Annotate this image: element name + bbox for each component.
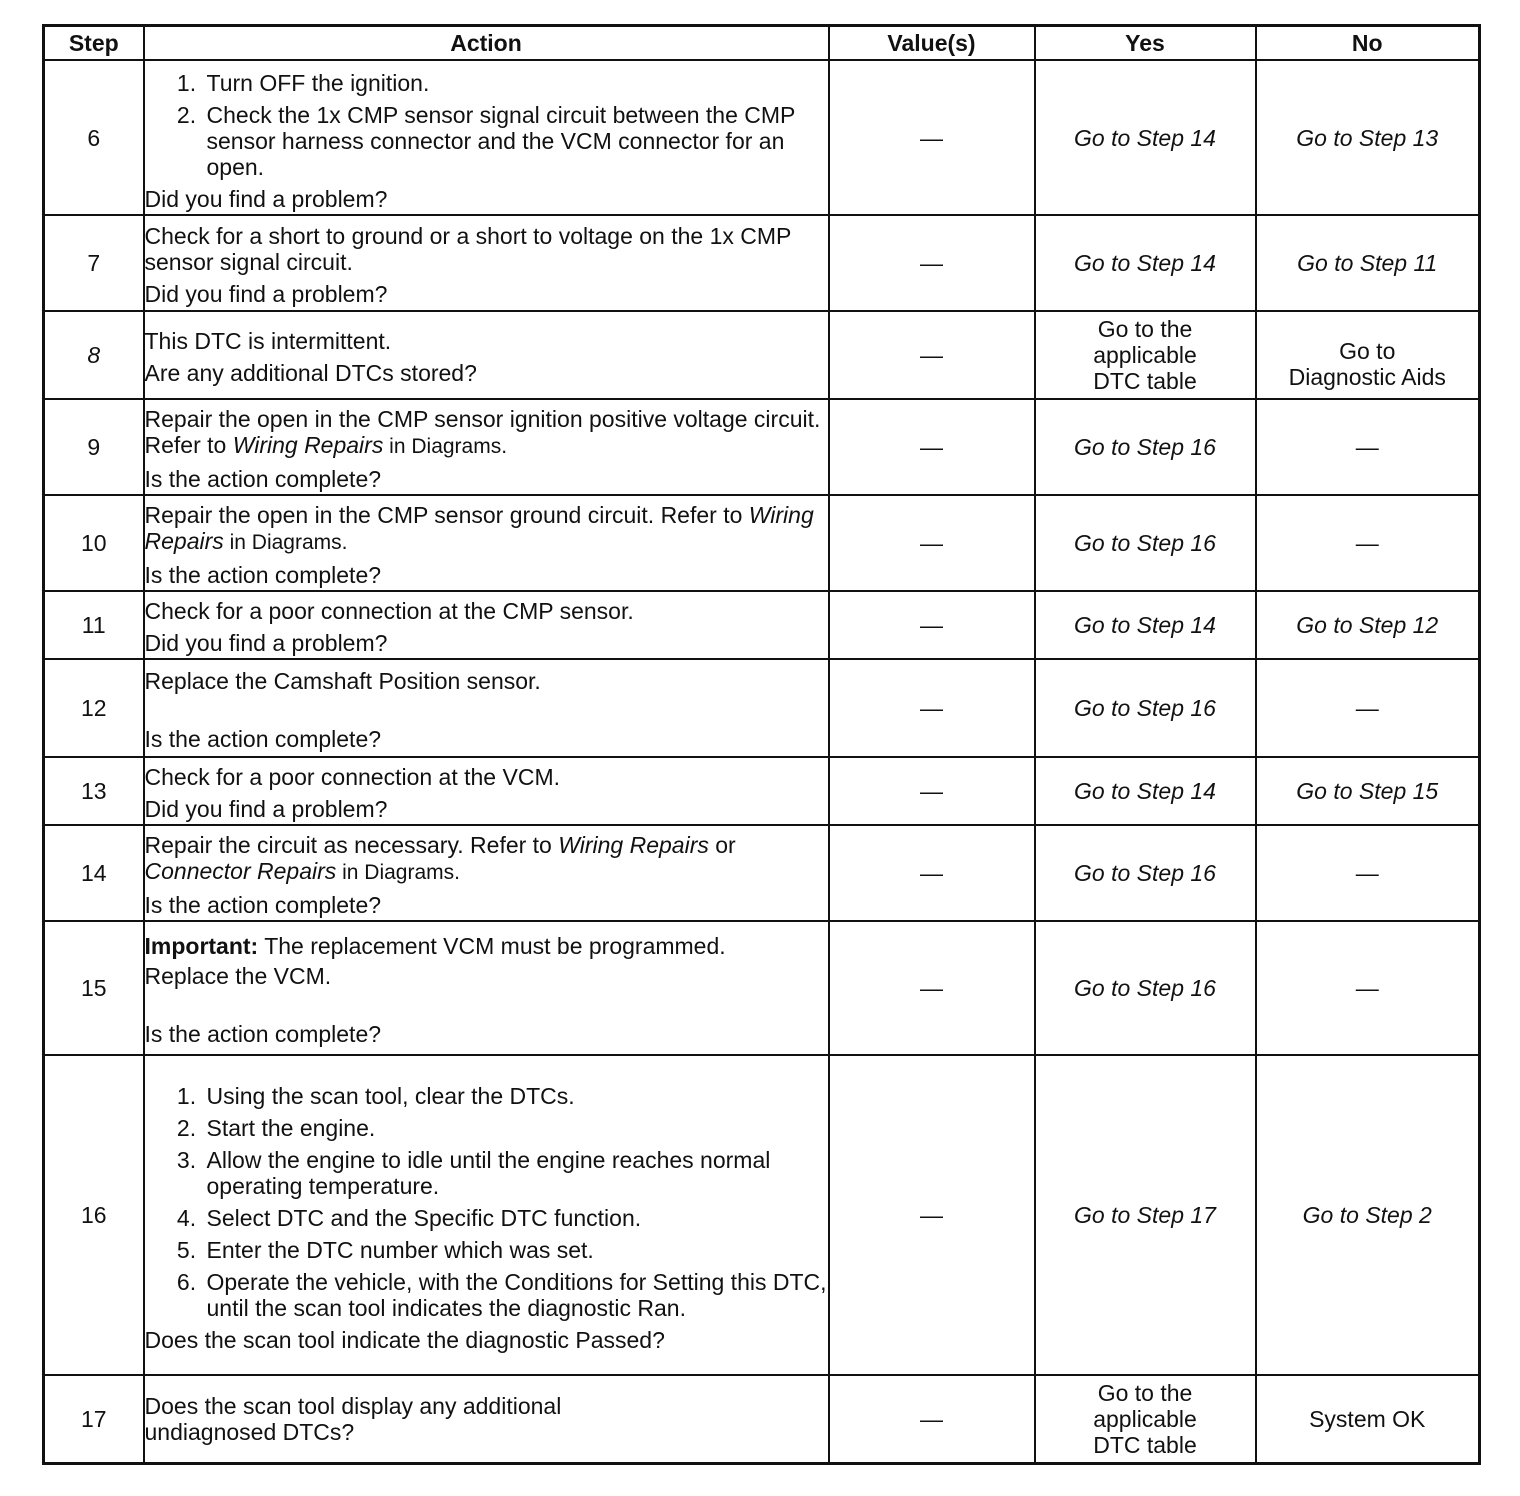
table-row (44, 825, 1480, 921)
step-number: 17 (44, 1375, 144, 1463)
question: Is the action complete? (144, 562, 382, 588)
value-cell: — (829, 921, 1035, 1055)
yes-line: DTC table (1093, 368, 1197, 394)
action-text: Replace the VCM. (144, 963, 332, 989)
list-item: 2. Start the engine. (203, 1115, 828, 1141)
value-cell: — (829, 311, 1035, 399)
list-item: 1. Using the scan tool, clear the DTCs. (203, 1083, 828, 1109)
table-row (44, 757, 1480, 825)
step-number: 9 (44, 399, 144, 495)
table-row (44, 1055, 1480, 1375)
action-cell (144, 60, 829, 215)
action-cell (144, 659, 829, 757)
text-part: in Diagrams. (383, 435, 508, 458)
yes-line: DTC table (1093, 1431, 1197, 1458)
no-line: Diagnostic Aids (1288, 364, 1446, 390)
yes-cell: Go to Step 16 (1035, 659, 1256, 757)
action-cell (144, 215, 829, 311)
yes-cell (1035, 311, 1256, 399)
header-step: Step (44, 26, 144, 61)
action-text (145, 406, 828, 460)
action-cell (144, 495, 829, 591)
yes-cell: Go to Step 14 (1035, 60, 1256, 215)
action-cell (144, 1055, 829, 1375)
step-number: 8 (44, 311, 144, 399)
question: Did you find a problem? (144, 185, 388, 212)
reference-link: Wiring Repairs (558, 832, 709, 858)
important-note (145, 933, 828, 959)
yes-cell (1035, 1375, 1256, 1463)
table-row (44, 495, 1480, 591)
text-part: in Diagrams. (336, 861, 460, 884)
question: Did you find a problem? (144, 630, 388, 656)
table-row (44, 60, 1480, 215)
important-label: Important: (144, 933, 259, 959)
action-cell (144, 591, 829, 659)
spacer (145, 993, 828, 1015)
important-text: The replacement VCM must be programmed. (258, 933, 726, 959)
text-part: in Diagrams. (223, 531, 348, 554)
value-cell: — (829, 215, 1035, 311)
table-row (44, 311, 1480, 399)
no-cell: Go to Step 2 (1256, 1055, 1480, 1375)
question: Is the action complete? (144, 726, 382, 752)
question: Did you find a problem? (144, 796, 388, 822)
list-item: 6. Operate the vehicle, with the Conditions for Setting this DTC, until the scan tool indicates the diagnostic Ran. (203, 1269, 828, 1321)
question: Did you find a problem? (144, 281, 388, 307)
no-cell: — (1256, 399, 1480, 495)
value-cell: — (829, 825, 1035, 921)
table-row (44, 591, 1480, 659)
no-cell: — (1256, 921, 1480, 1055)
step-number: 13 (44, 757, 144, 825)
text-part: or (708, 832, 736, 858)
action-text: This DTC is intermittent. (144, 328, 392, 354)
question: Is the action complete? (144, 466, 382, 492)
action-text: Check for a poor connection at the CMP sensor. (144, 598, 634, 624)
table-row (44, 659, 1480, 757)
list-item: 2. Check the 1x CMP sensor signal circuit between the CMP sensor harness connector and the VCM connector for an open. (203, 102, 828, 180)
action-cell (144, 757, 829, 825)
value-cell: — (829, 1055, 1035, 1375)
table-row (44, 215, 1480, 311)
list-item: 1. Turn OFF the ignition. (203, 70, 828, 96)
no-cell: — (1256, 825, 1480, 921)
value-cell: — (829, 1375, 1035, 1463)
step-number: 15 (44, 921, 144, 1055)
value-cell: — (829, 495, 1035, 591)
question: Is the action complete? (144, 1021, 382, 1047)
no-cell: — (1256, 495, 1480, 591)
question: Does the scan tool display any additional undiagnosed DTCs? (144, 1392, 562, 1445)
action-text: Replace the Camshaft Position sensor. (144, 668, 541, 694)
header-no: No (1256, 26, 1480, 61)
action-text: Check for a short to ground or a short to voltage on the 1x CMP sensor signal circuit. (144, 223, 791, 275)
table-row (44, 399, 1480, 495)
step-number: 7 (44, 215, 144, 311)
question: Are any additional DTCs stored? (144, 360, 477, 386)
yes-cell: Go to Step 14 (1035, 591, 1256, 659)
yes-cell: Go to Step 14 (1035, 215, 1256, 311)
action-list (145, 1083, 828, 1321)
no-cell (1256, 311, 1480, 399)
reference-link: Wiring Repairs (232, 432, 384, 458)
list-item: 5. Enter the DTC number which was set. (203, 1237, 828, 1263)
action-cell (144, 399, 829, 495)
spacer (145, 698, 828, 720)
question: Is the action complete? (144, 892, 382, 918)
yes-line: applicable (1093, 342, 1197, 368)
yes-cell: Go to Step 16 (1035, 825, 1256, 921)
reference-link: Connector Repairs (144, 858, 337, 884)
action-list (145, 70, 828, 180)
action-cell (144, 921, 829, 1055)
yes-cell: Go to Step 17 (1035, 1055, 1256, 1375)
value-cell: — (829, 659, 1035, 757)
step-number: 16 (44, 1055, 144, 1375)
action-cell (144, 311, 829, 399)
table-row (44, 921, 1480, 1055)
no-cell: Go to Step 15 (1256, 757, 1480, 825)
no-cell: Go to Step 11 (1256, 215, 1480, 311)
table-row (44, 1375, 1480, 1463)
no-cell: Go to Step 12 (1256, 591, 1480, 659)
no-cell: System OK (1256, 1375, 1480, 1463)
list-item: 4. Select DTC and the Specific DTC function. (203, 1205, 828, 1231)
no-cell: — (1256, 659, 1480, 757)
no-cell: Go to Step 13 (1256, 60, 1480, 215)
header-values: Value(s) (829, 26, 1035, 61)
no-line: Go to (1339, 338, 1396, 364)
value-cell: — (829, 591, 1035, 659)
step-number: 12 (44, 659, 144, 757)
action-text: Check for a poor connection at the VCM. (144, 764, 560, 790)
reference-link: Wiring Repairs (144, 502, 814, 554)
yes-cell: Go to Step 14 (1035, 757, 1256, 825)
action-cell (144, 1375, 829, 1463)
header-row (44, 26, 1480, 61)
yes-cell: Go to Step 16 (1035, 495, 1256, 591)
action-cell (144, 825, 829, 921)
yes-line: applicable (1093, 1405, 1197, 1432)
text-part: Repair the open in the CMP sensor ignition positive voltage circuit. Refer to (144, 406, 821, 458)
step-number: 10 (44, 495, 144, 591)
question: Does the scan tool indicate the diagnostic Passed? (144, 1327, 665, 1353)
yes-cell: Go to Step 16 (1035, 921, 1256, 1055)
text-part: Repair the circuit as necessary. Refer to (144, 832, 559, 858)
step-number: 6 (44, 60, 144, 215)
yes-line: Go to the (1097, 1379, 1193, 1406)
diagnostic-sheet (42, 24, 1481, 1465)
action-text (145, 832, 828, 886)
step-number: 14 (44, 825, 144, 921)
header-action: Action (144, 26, 829, 61)
yes-line: Go to the (1097, 316, 1193, 342)
diagnostic-table (42, 24, 1481, 1465)
value-cell: — (829, 399, 1035, 495)
yes-cell: Go to Step 16 (1035, 399, 1256, 495)
value-cell: — (829, 60, 1035, 215)
list-item: 3. Allow the engine to idle until the engine reaches normal operating temperature. (203, 1147, 828, 1199)
text-part: Repair the open in the CMP sensor ground circuit. Refer to (144, 502, 749, 528)
action-text (145, 502, 828, 556)
header-yes: Yes (1035, 26, 1256, 61)
value-cell: — (829, 757, 1035, 825)
step-number: 11 (44, 591, 144, 659)
